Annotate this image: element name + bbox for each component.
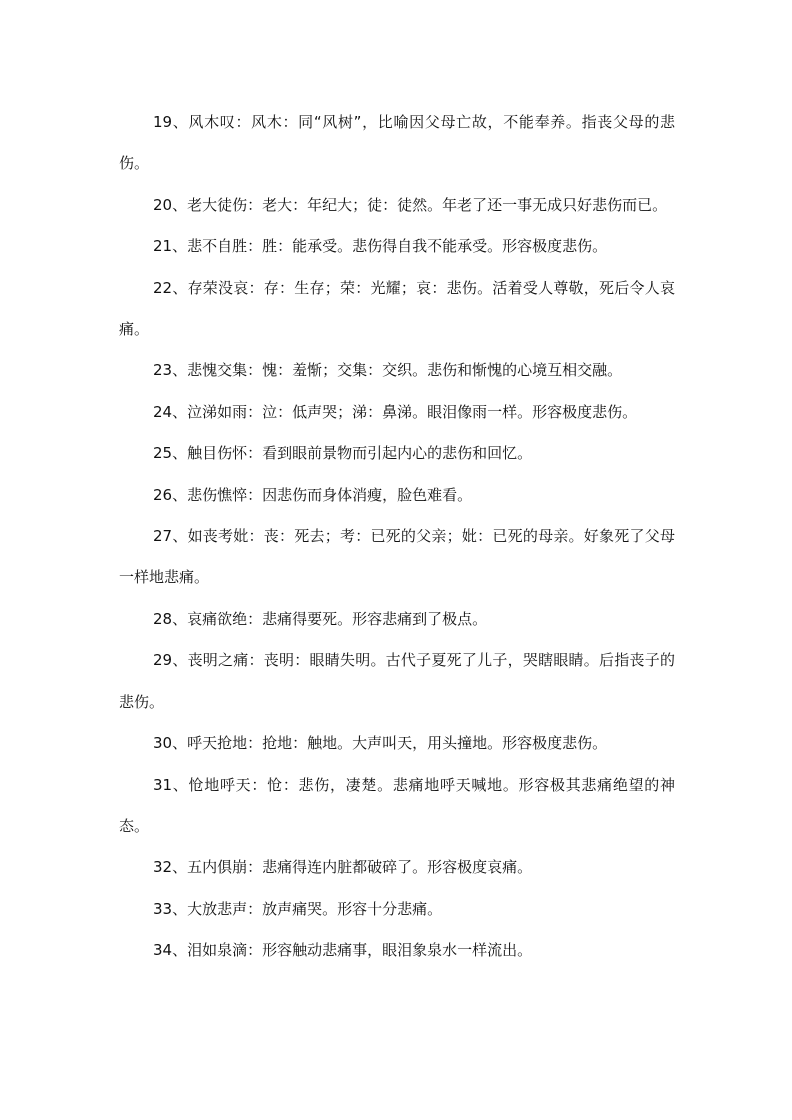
idiom-entry-26: 26、悲伤憔悴：因悲伤而身体消瘦，脸色难看。 [153,485,473,504]
idiom-entry-28: 28、哀痛欲绝：悲痛得要死。形容悲痛到了极点。 [153,609,488,628]
idiom-list [119,102,675,972]
idiom-entry-24: 24、泣涕如雨：泣：低声哭；涕：鼻涕。眼泪像雨一样。形容极度悲伤。 [153,402,638,421]
idiom-entry-33: 33、大放悲声：放声痛哭。形容十分悲痛。 [153,899,443,918]
idiom-entry-20: 20、老大徒伤：老大：年纪大；徒：徒然。年老了还一事无成只好悲伤而已。 [153,195,668,214]
idiom-entry-27: 27、如丧考妣：丧：死去；考：已死的父亲；妣：已死的母亲。好象死了父母一样地悲痛。 [119,527,675,587]
idiom-entry-32: 32、五内俱崩：悲痛得连内脏都破碎了。形容极度哀痛。 [153,858,533,877]
idiom-entry-34: 34、泪如泉滴：形容触动悲痛事，眼泪象泉水一样流出。 [153,941,533,960]
idiom-entry-29: 29、丧明之痛：丧明：眼睛失明。古代子夏死了儿子，哭瞎眼睛。后指丧子的悲伤。 [119,651,675,711]
idiom-entry-23: 23、悲愧交集：愧：羞惭；交集：交织。悲伤和惭愧的心境互相交融。 [153,361,623,380]
idiom-entry-19: 19、风木叹：风木：同“风树”，比喻因父母亡故，不能奉养。指丧父母的悲伤。 [119,113,675,173]
idiom-entry-22: 22、存荣没哀：存：生存；荣：光耀；哀：悲伤。活着受人尊敬，死后令人哀痛。 [119,278,675,339]
idiom-entry-30: 30、呼天抢地：抢地：触地。大声叫天，用头撞地。形容极度悲伤。 [153,734,608,753]
idiom-entry-25: 25、触目伤怀：看到眼前景物而引起内心的悲伤和回忆。 [153,444,533,463]
idiom-entry-21: 21、悲不自胜：胜：能承受。悲伤得自我不能承受。形容极度悲伤。 [153,237,608,256]
idiom-entry-31: 31、怆地呼天：怆：悲伤，凄楚。悲痛地呼天喊地。形容极其悲痛绝望的神态。 [119,775,675,835]
